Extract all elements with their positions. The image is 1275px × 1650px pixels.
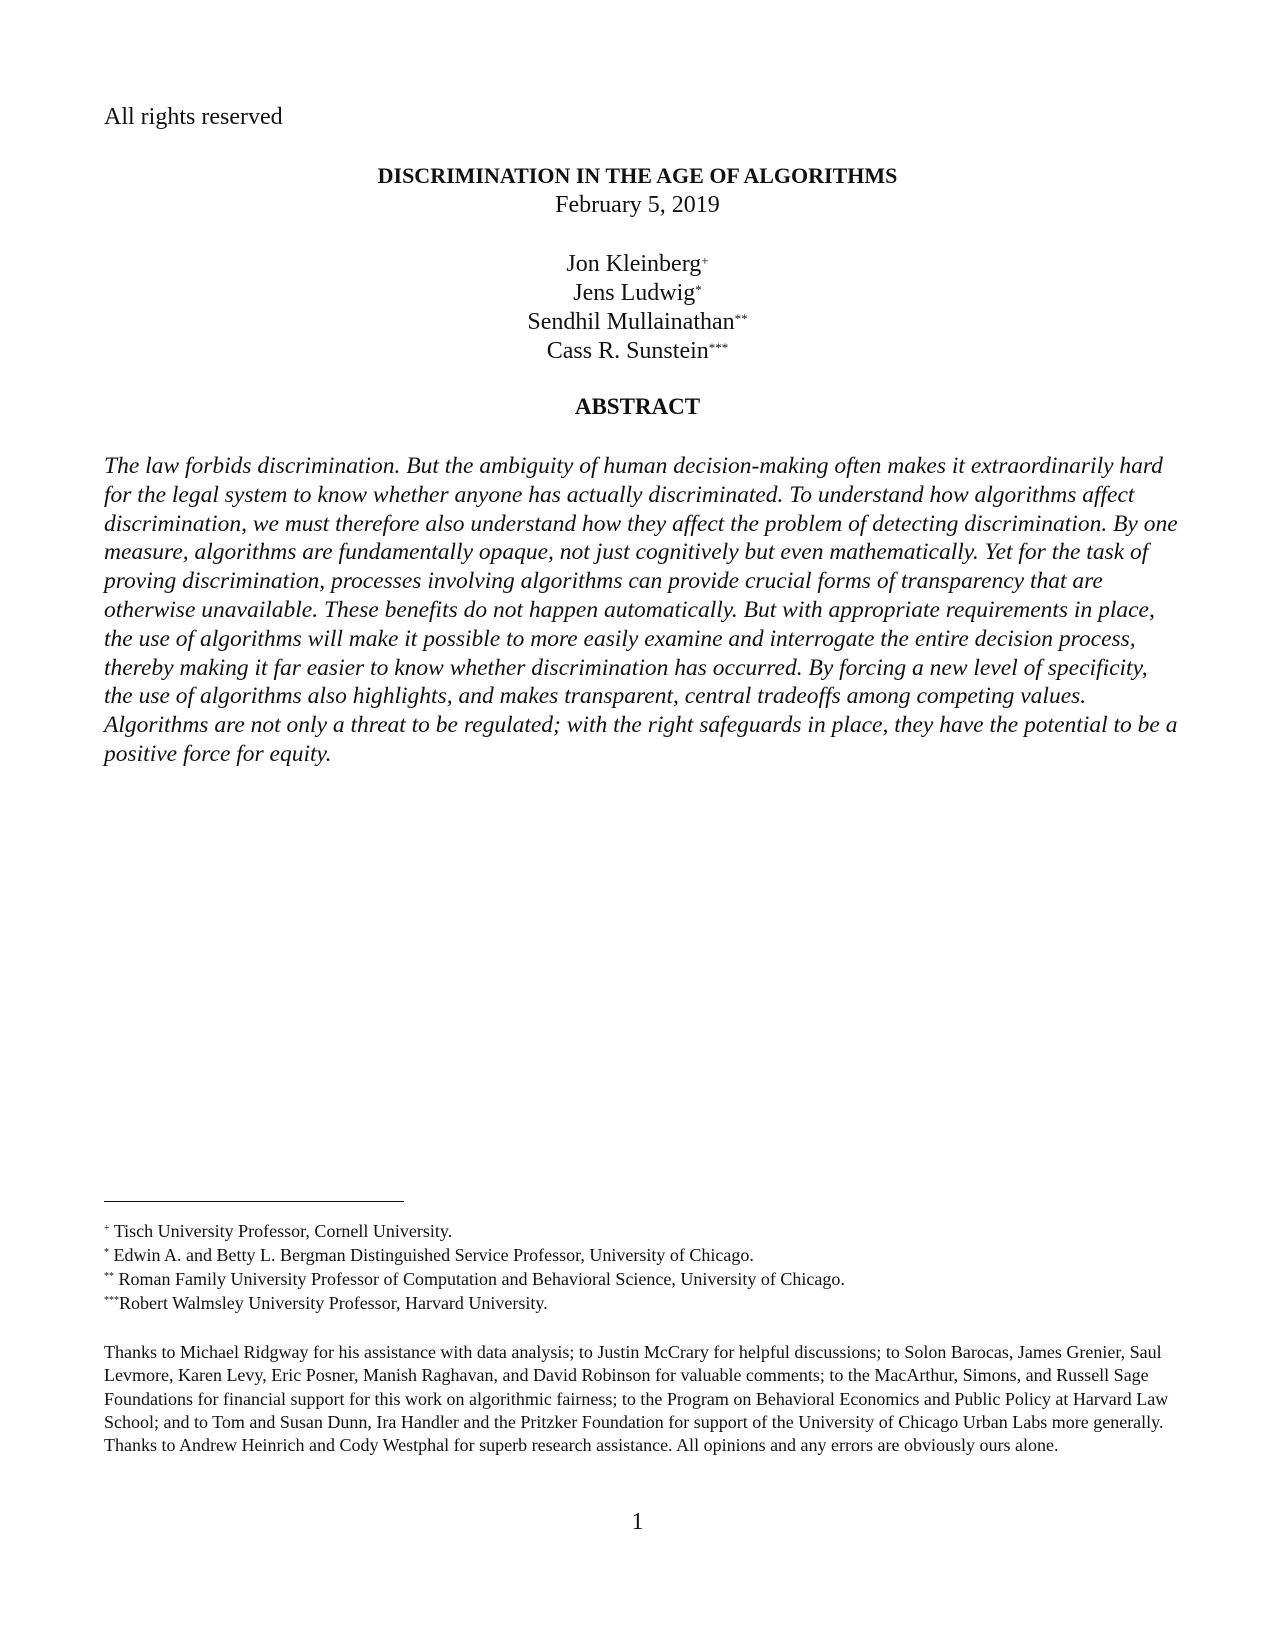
author-footnote-mark: * <box>695 282 702 297</box>
author-entry <box>0 279 1275 308</box>
footnote-mark: ** <box>104 1271 114 1282</box>
acknowledgments: Thanks to Michael Ridgway for his assistance with data analysis; to Justin McCrary for helpful discussions; to Solon Barocas, James Grenier, Saul Levmore, Karen Levy, Eric Posner, Manish Raghavan, and David Robinson for valuable comments; to the MacArthur, Simons, and Russell Sage Foundations for financial support for this work on algorithmic fairness; to the Program on Behavioral Economics and Public Policy at Harvard Law School; and to Tom and Susan Dunn, Ira Handler and the Pritzker Foundation for support of the University of Chicago Urban Labs more generally. Thanks to Andrew Heinrich and Cody Westphal for superb research assistance. All opinions and any errors are obviously ours alone. <box>104 1342 1169 1456</box>
paper-date: February 5, 2019 <box>555 192 720 218</box>
footnote-text: Edwin A. and Betty L. Bergman Distinguished Service Professor, University of Chicago. <box>109 1245 754 1265</box>
footnote-divider <box>104 1201 404 1202</box>
author-name: Cass R. Sunstein <box>546 338 709 364</box>
paper-title: DISCRIMINATION IN THE AGE OF ALGORITHMS <box>377 163 898 188</box>
page-number: 1 <box>631 1509 644 1535</box>
author-footnote-mark: ** <box>734 311 748 326</box>
footnote-text: Tisch University Professor, Cornell University. <box>109 1221 453 1241</box>
author-list <box>0 250 1275 366</box>
footnotes <box>104 1219 1179 1315</box>
author-entry <box>0 337 1275 366</box>
abstract-text: The law forbids discrimination. But the ambiguity of human decision-making often makes it extraordinarily hard for the legal system to know whether anyone has actually discriminated. To understand how algorithms affect discrimination, we must therefore also understand how they affect the problem of detecting discrimination. By one measure, algorithms are fundamentally opaque, not just cognitively but even mathematically. Yet for the task of proving discrimination, processes involving algorithms can provide crucial forms of transparency that are otherwise unavailable. These benefits do not happen automatically. But with appropriate requirements in place, the use of algorithms will make it possible to more easily examine and interrogate the entire decision process, thereby making it far easier to know whether discrimination has occurred. By forcing a new level of specificity, the use of algorithms also highlights, and makes transparent, central tradeoffs among competing values. Algorithms are not only a threat to be regulated; with the right safeguards in place, they have the potential to be a positive force for equity. <box>104 453 1178 767</box>
footnote <box>104 1219 1179 1243</box>
author-entry <box>0 250 1275 279</box>
footnote-mark: *** <box>104 1295 119 1306</box>
author-name: Jens Ludwig <box>573 280 696 306</box>
footnote-mark: * <box>104 1247 109 1258</box>
footnote-text: Robert Walmsley University Professor, Harvard University. <box>119 1293 548 1313</box>
footnote <box>104 1267 1179 1291</box>
author-entry <box>0 308 1275 337</box>
footnote <box>104 1243 1179 1267</box>
rights-notice: All rights reserved <box>104 104 283 130</box>
abstract-heading: ABSTRACT <box>574 394 701 419</box>
footnote-text: Roman Family University Professor of Computation and Behavioral Science, University of Chicago. <box>114 1269 845 1289</box>
footnote-mark: + <box>104 1223 110 1234</box>
author-footnote-mark: *** <box>708 340 729 355</box>
author-name: Sendhil Mullainathan <box>527 309 735 335</box>
footnote <box>104 1291 1179 1315</box>
author-footnote-mark: + <box>701 253 709 268</box>
author-name: Jon Kleinberg <box>566 251 702 277</box>
